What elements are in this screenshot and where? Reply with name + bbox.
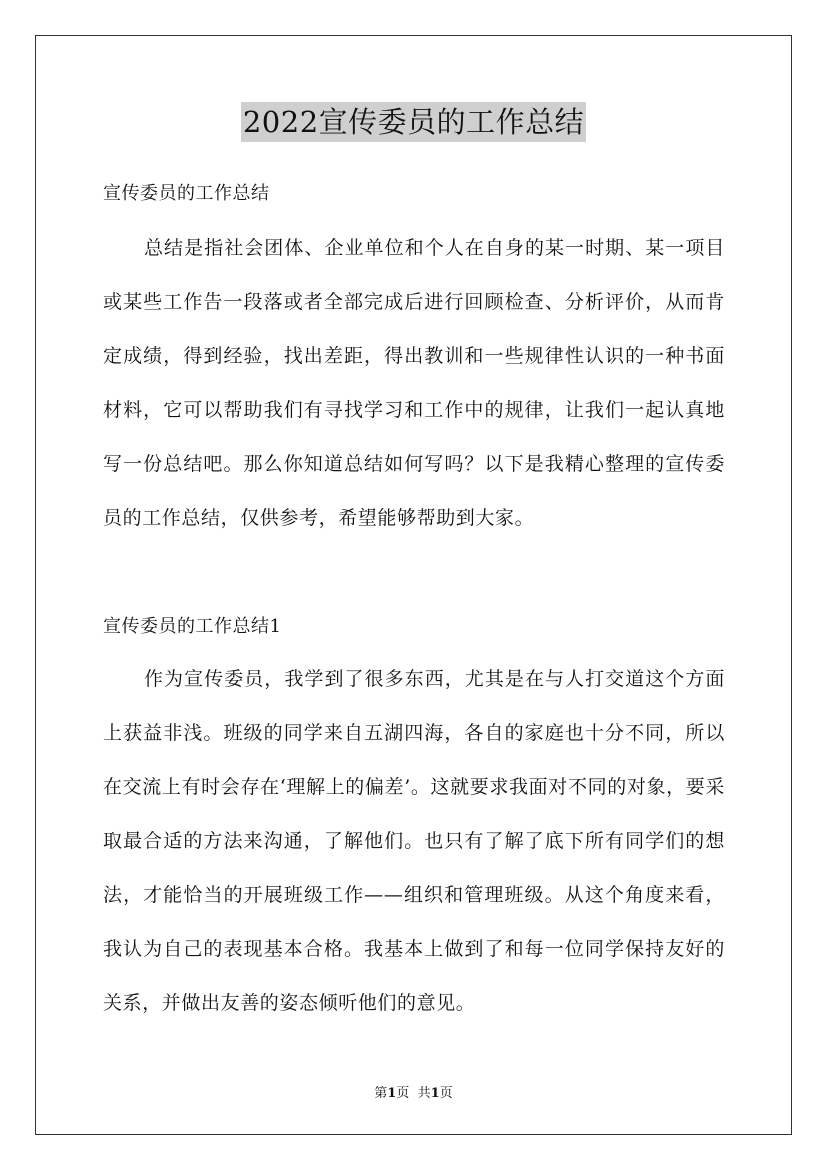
- page-number: 1: [387, 1086, 397, 1101]
- document-title: 2022宣传委员的工作总结: [241, 102, 586, 142]
- section1-heading: 宣传委员的工作总结1: [103, 616, 282, 637]
- title-container: [0, 102, 827, 142]
- total-prefix: 共: [417, 1086, 431, 1101]
- page-prefix: 第: [374, 1086, 388, 1101]
- page-footer: [0, 1085, 827, 1103]
- total-suffix: 页: [439, 1086, 453, 1101]
- intro-paragraph: 总结是指社会团体、企业单位和个人在自身的某一时期、某一项目或某些工作告一段落或者全部完成后进行回顾检查、分析评价，从而肯定成绩，得到经验，找出差距，得出教训和一些规律性认识的一种书面材料，它可以帮助我们有寻找学习和工作中的规律，让我们一起认真地写一份总结吧。那么你知道总结如何写吗？以下是我精心整理的宣传委员的工作总结，仅供参考，希望能够帮助到大家。: [103, 237, 725, 529]
- page-suffix: 页: [396, 1086, 410, 1101]
- section1-paragraph: 作为宣传委员，我学到了很多东西，尤其是在与人打交道这个方面上获益非浅。班级的同学来自五湖四海，各自的家庭也十分不同，所以在交流上有时会存在‘理解上的偏差’。这就要求我面对不同的对象，要采取最合适的方法来沟通，了解他们。也只有了解了底下所有同学们的想法，才能恰当的开展班级工作——组织和管理班级。从这个角度来看，我认为自己的表现基本合格。我基本上做到了和每一位同学保持友好的关系，并做出友善的姿态倾听他们的意见。: [103, 668, 725, 1014]
- intro-heading: 宣传委员的工作总结: [103, 183, 270, 204]
- total-pages: 1: [430, 1086, 440, 1101]
